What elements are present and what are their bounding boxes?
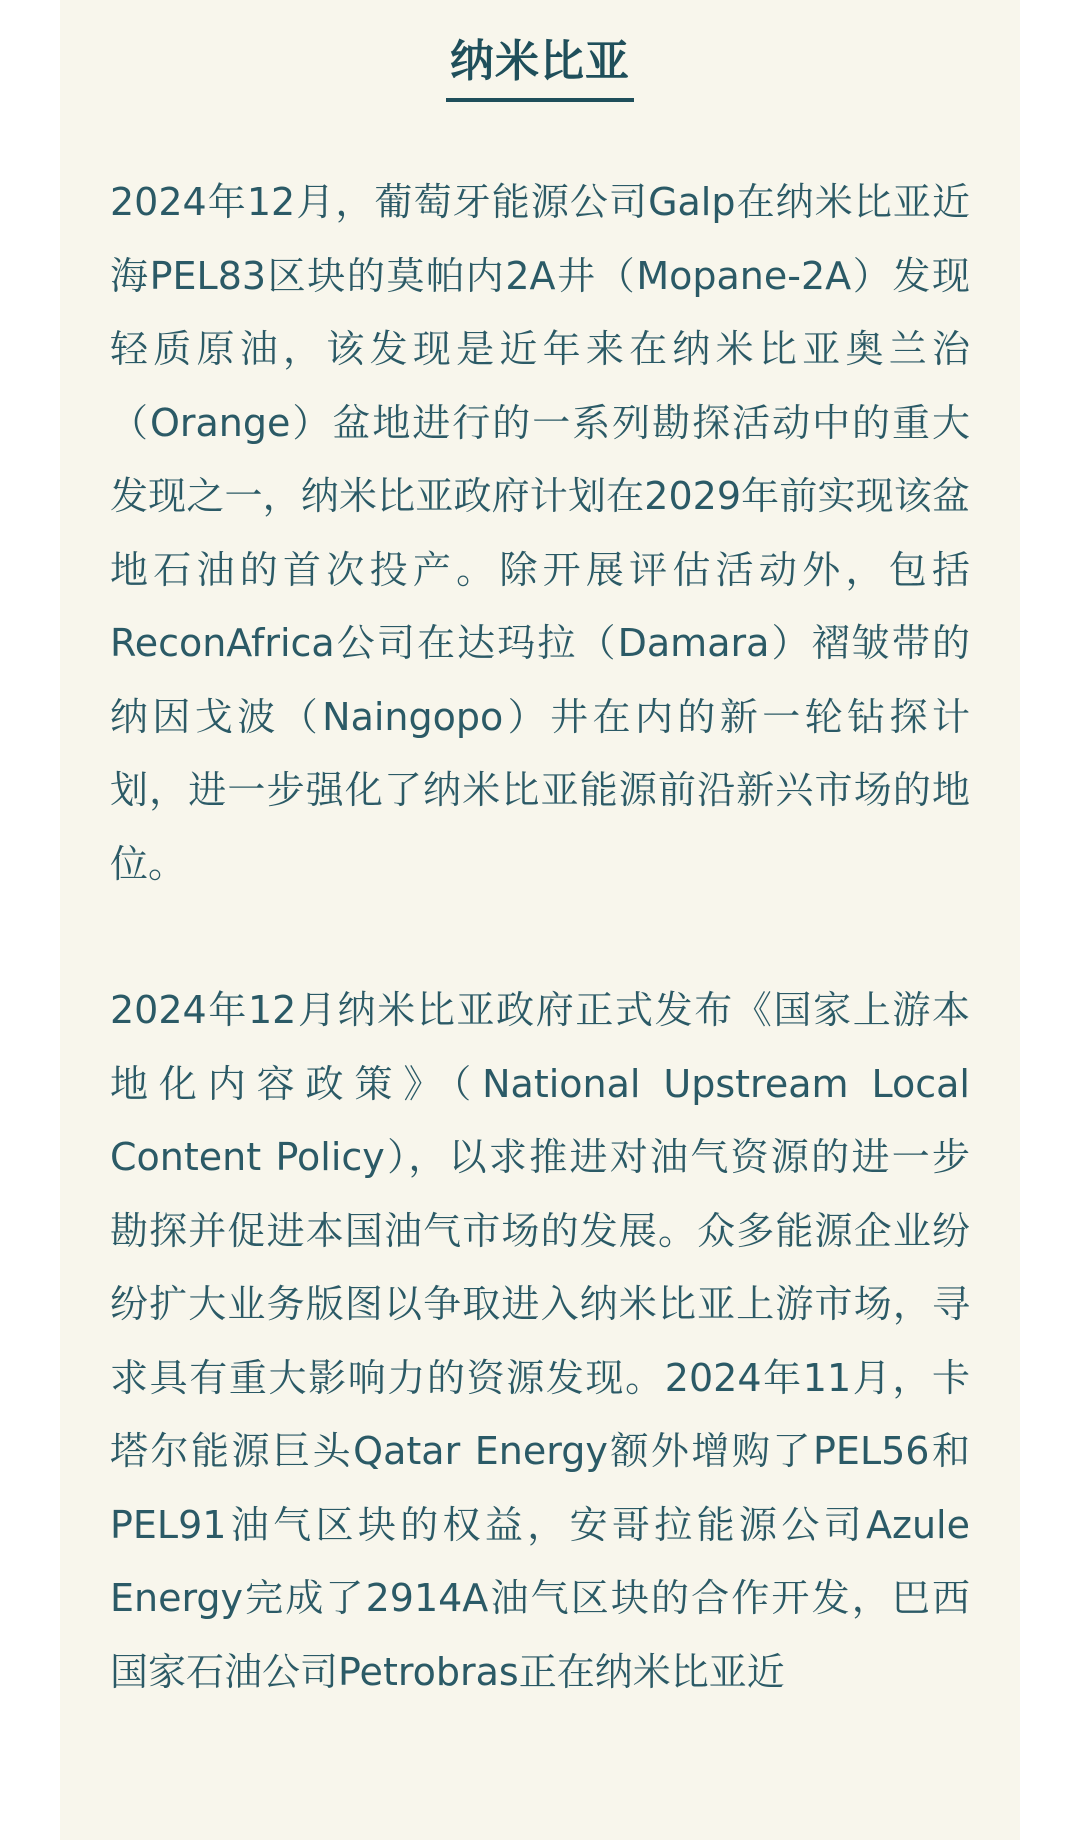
article-title: 纳米比亚 bbox=[446, 30, 634, 102]
paragraph-2: 2024年12月纳米比亚政府正式发布《国家上游本地化内容政策》（National Upstream Local Content Policy），以求推进对油气资源的进一步勘探并促进本国油气市场的发展。众多能源企业纷纷扩大业务版图以争取进入纳米比亚上游市场，寻求具有重大影响力的资源发现。2024年11月，卡塔尔能源巨头Qatar Energy额外增购了PEL56和PEL91油气区块的权益，安哥拉能源公司Azule Energy完成了2914A油气区块的合作开发，巴西国家石油公司Petrobras正在纳米比亚近 bbox=[110, 988, 970, 1694]
title-wrap bbox=[110, 0, 970, 102]
article-card bbox=[60, 0, 1020, 1840]
paragraph-1: 2024年12月，葡萄牙能源公司Galp在纳米比亚近海PEL83区块的莫帕内2A井（Mopane-2A）发现轻质原油，该发现是近年来在纳米比亚奥兰治（Orange）盆地进行的一系列勘探活动中的重大发现之一，纳米比亚政府计划在2029年前实现该盆地石油的首次投产。除开展评估活动外，包括ReconAfrica公司在达玛拉（Damara）褶皱带的纳因戈波（Naingopo）井在内的新一轮钻探计划，进一步强化了纳米比亚能源前沿新兴市场的地位。 bbox=[110, 180, 970, 886]
